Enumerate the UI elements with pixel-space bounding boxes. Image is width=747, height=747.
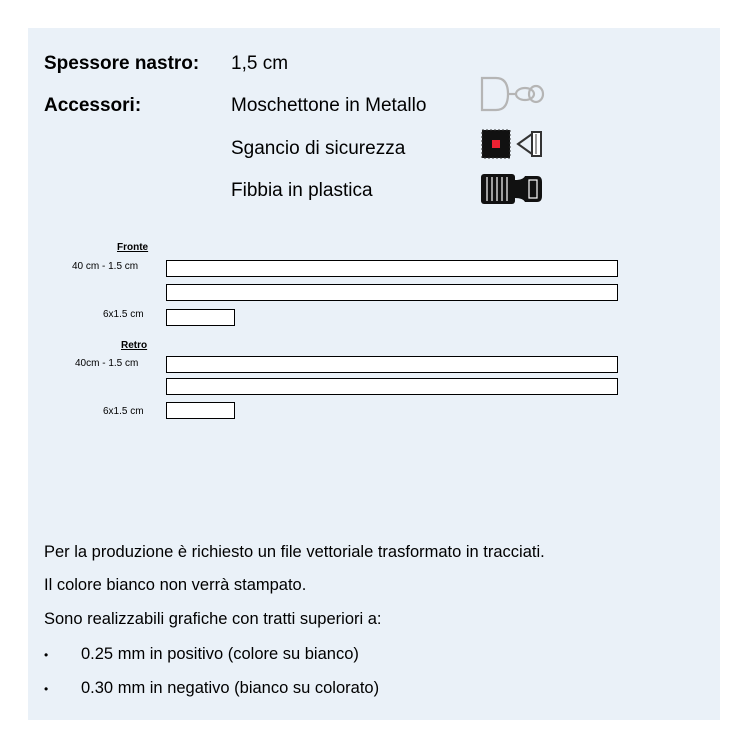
note-line-2: Il colore bianco non verrà stampato.	[44, 576, 307, 594]
front-strip-field-1[interactable]	[166, 260, 618, 277]
note-line-3: Sono realizzabili grafiche con tratti superiori a:	[44, 610, 382, 628]
note-line-1: Per la produzione è richiesto un file vettoriale trasformato in tracciati.	[44, 543, 545, 561]
back-strip-field-1[interactable]	[166, 356, 618, 373]
accessory-label-safety-release: Sgancio di sicurezza	[231, 138, 406, 159]
front-small-label: 6x1.5 cm	[103, 309, 144, 320]
back-strip-field-2[interactable]	[166, 378, 618, 395]
bullet-dot-2: •	[44, 682, 49, 696]
accessory-label-carabiner: Moschettone in Metallo	[231, 95, 427, 116]
thickness-value: 1,5 cm	[231, 53, 289, 74]
bullet-dot-1: •	[44, 648, 49, 662]
note-bullet-1: 0.25 mm in positivo (colore su bianco)	[81, 645, 359, 663]
accessories-label: Accessori:	[44, 95, 142, 116]
carabiner-icon	[478, 74, 546, 114]
back-small-field[interactable]	[166, 402, 235, 419]
front-title: Fronte	[117, 242, 149, 253]
front-strip-field-2[interactable]	[166, 284, 618, 301]
back-title: Retro	[121, 340, 148, 351]
front-small-field[interactable]	[166, 309, 235, 326]
thickness-label: Spessore nastro:	[44, 53, 200, 74]
note-bullet-2: 0.30 mm in negativo (bianco su colorato)	[81, 679, 380, 697]
plastic-buckle-icon	[479, 172, 545, 206]
safety-release-icon	[480, 128, 544, 160]
back-strip-label: 40cm - 1.5 cm	[75, 358, 139, 369]
back-small-label: 6x1.5 cm	[103, 406, 144, 417]
front-strip-label: 40 cm - 1.5 cm	[72, 261, 139, 272]
accessory-label-plastic-buckle: Fibbia in plastica	[231, 180, 373, 201]
